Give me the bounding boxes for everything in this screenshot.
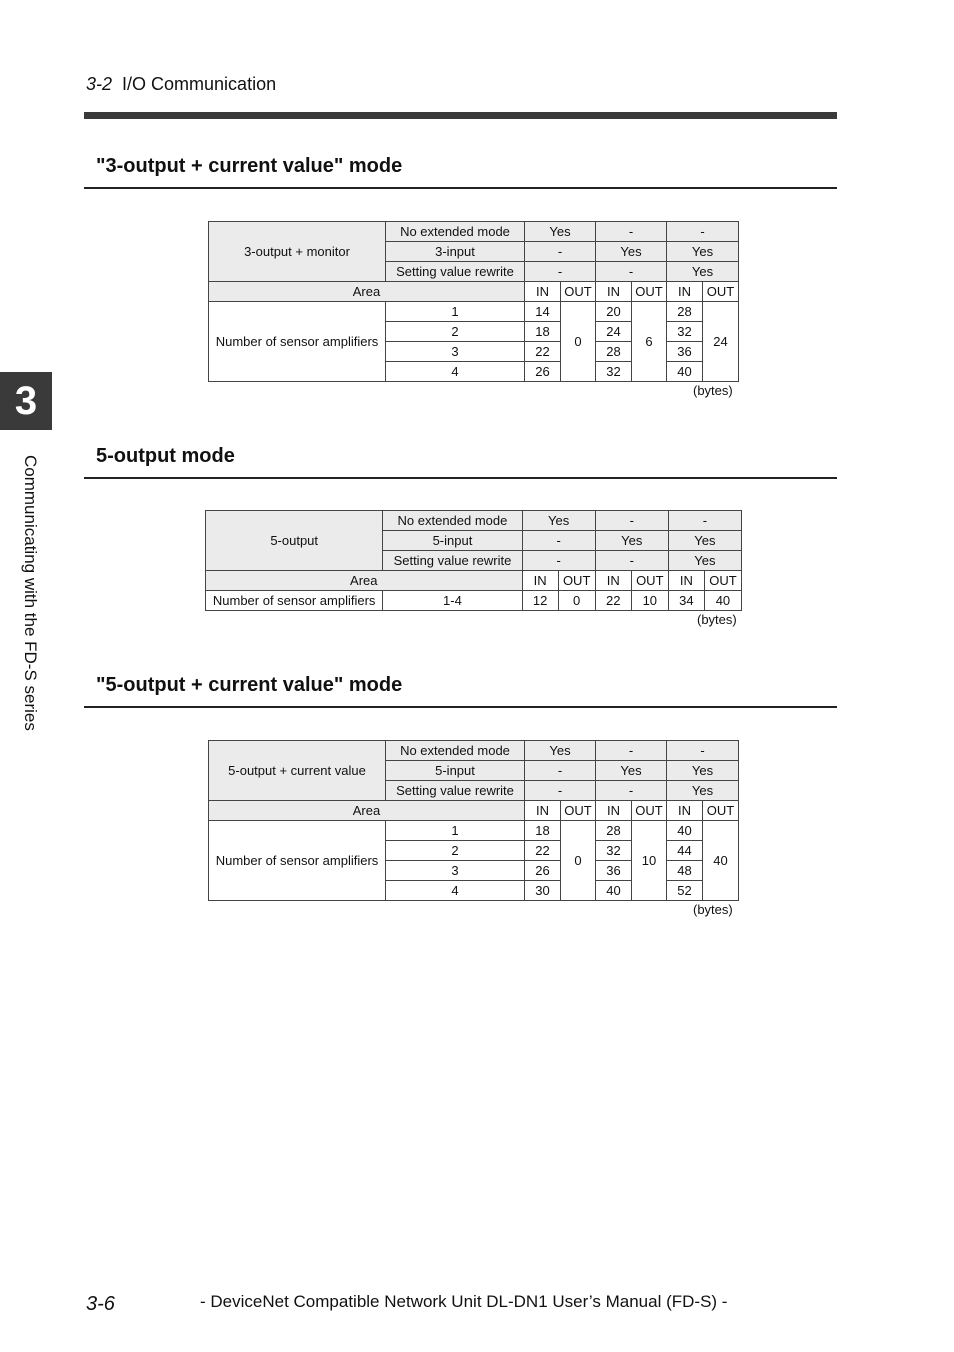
cell: - xyxy=(595,511,668,531)
out-header: OUT xyxy=(703,801,739,821)
in-header: IN xyxy=(668,571,704,591)
cell: Yes xyxy=(667,262,739,282)
in-header: IN xyxy=(522,571,558,591)
cell: 22 xyxy=(525,841,561,861)
cell: - xyxy=(596,222,667,242)
unit-label: (bytes) xyxy=(693,902,733,917)
cell: - xyxy=(525,262,596,282)
cell: - xyxy=(525,242,596,262)
section-rule xyxy=(84,706,837,708)
cell: 14 xyxy=(525,302,561,322)
amp-count: 1 xyxy=(386,302,525,322)
cell: Yes xyxy=(668,531,741,551)
in-header: IN xyxy=(525,282,561,302)
in-header: IN xyxy=(595,571,631,591)
in-header: IN xyxy=(667,282,703,302)
amp-count: 1 xyxy=(386,821,525,841)
in-header: IN xyxy=(525,801,561,821)
cell: 28 xyxy=(596,821,632,841)
cell: 40 xyxy=(703,821,739,901)
cell: 40 xyxy=(667,362,703,382)
cell: 32 xyxy=(667,322,703,342)
input-label: 5-input xyxy=(383,531,522,551)
cell: 26 xyxy=(525,861,561,881)
table1-title: "3-output + current value" mode xyxy=(96,155,403,177)
table3-title: "5-output + current value" mode xyxy=(96,674,403,696)
cell: 24 xyxy=(596,322,632,342)
cell: 0 xyxy=(558,591,595,611)
cell: 28 xyxy=(667,302,703,322)
amp-count: 2 xyxy=(386,322,525,342)
num-sensor-amps-label: Number of sensor amplifiers xyxy=(209,302,386,382)
cell: Yes xyxy=(525,741,596,761)
table2-row-label: 5-output xyxy=(206,511,383,571)
section-title: I/O Communication xyxy=(122,74,277,94)
footer-title: - DeviceNet Compatible Network Unit DL-DN1 User’s Manual (FD-S) - xyxy=(200,1292,728,1311)
cell: 40 xyxy=(667,821,703,841)
table2 xyxy=(205,510,742,611)
cell: 40 xyxy=(704,591,741,611)
cell: 22 xyxy=(525,342,561,362)
in-header: IN xyxy=(596,801,632,821)
cell: - xyxy=(668,511,741,531)
side-chapter-label: Communicating with the FD-S series xyxy=(21,455,40,731)
out-header: OUT xyxy=(631,571,668,591)
cell: 10 xyxy=(632,821,667,901)
cell: 6 xyxy=(632,302,667,382)
unit-label: (bytes) xyxy=(693,383,733,398)
cell: - xyxy=(522,551,595,571)
cell: - xyxy=(667,222,739,242)
section-number: 3-2 xyxy=(86,74,113,94)
cell: Yes xyxy=(596,242,667,262)
out-header: OUT xyxy=(558,571,595,591)
cell: Yes xyxy=(668,551,741,571)
area-label: Area xyxy=(206,571,523,591)
cell: Yes xyxy=(667,761,739,781)
cell: 30 xyxy=(525,881,561,901)
table1 xyxy=(208,221,739,382)
num-sensor-amps-label: Number of sensor amplifiers xyxy=(206,591,383,611)
page-number: 3-6 xyxy=(86,1293,115,1315)
header-bar xyxy=(84,112,837,119)
cell: 36 xyxy=(667,342,703,362)
cell: 20 xyxy=(596,302,632,322)
input-label: 5-input xyxy=(386,761,525,781)
cell: 32 xyxy=(596,362,632,382)
cell: - xyxy=(595,551,668,571)
cell: Yes xyxy=(667,781,739,801)
cell: - xyxy=(525,781,596,801)
no-extended-mode-label: No extended mode xyxy=(383,511,522,531)
cell: 12 xyxy=(522,591,558,611)
cell: 18 xyxy=(525,821,561,841)
section-rule xyxy=(84,477,837,479)
amp-count: 1-4 xyxy=(383,591,522,611)
num-sensor-amps-label: Number of sensor amplifiers xyxy=(209,821,386,901)
amp-count: 2 xyxy=(386,841,525,861)
cell: - xyxy=(667,741,739,761)
cell: Yes xyxy=(667,242,739,262)
cell: 34 xyxy=(668,591,704,611)
table3-row-label: 5-output + current value xyxy=(209,741,386,801)
out-header: OUT xyxy=(561,282,596,302)
amp-count: 3 xyxy=(386,861,525,881)
amp-count: 4 xyxy=(386,881,525,901)
cell: 22 xyxy=(595,591,631,611)
table1-row-label: 3-output + monitor xyxy=(209,222,386,282)
area-label: Area xyxy=(209,801,525,821)
cell: - xyxy=(596,741,667,761)
page-header xyxy=(86,74,276,95)
cell: 40 xyxy=(596,881,632,901)
setting-value-rewrite-label: Setting value rewrite xyxy=(386,262,525,282)
cell: 32 xyxy=(596,841,632,861)
setting-value-rewrite-label: Setting value rewrite xyxy=(383,551,522,571)
cell: Yes xyxy=(596,761,667,781)
cell: 0 xyxy=(561,821,596,901)
area-label: Area xyxy=(209,282,525,302)
cell: 0 xyxy=(561,302,596,382)
cell: - xyxy=(525,761,596,781)
out-header: OUT xyxy=(632,282,667,302)
table3 xyxy=(208,740,739,901)
no-extended-mode-label: No extended mode xyxy=(386,222,525,242)
out-header: OUT xyxy=(632,801,667,821)
table2-title: 5-output mode xyxy=(96,445,235,467)
in-header: IN xyxy=(596,282,632,302)
chapter-tab: 3 xyxy=(0,372,52,430)
unit-label: (bytes) xyxy=(697,612,737,627)
cell: Yes xyxy=(525,222,596,242)
cell: 24 xyxy=(703,302,739,382)
cell: 48 xyxy=(667,861,703,881)
cell: 28 xyxy=(596,342,632,362)
cell: 10 xyxy=(631,591,668,611)
cell: - xyxy=(522,531,595,551)
out-header: OUT xyxy=(704,571,741,591)
in-header: IN xyxy=(667,801,703,821)
section-rule xyxy=(84,187,837,189)
setting-value-rewrite-label: Setting value rewrite xyxy=(386,781,525,801)
cell: 36 xyxy=(596,861,632,881)
out-header: OUT xyxy=(703,282,739,302)
cell: Yes xyxy=(595,531,668,551)
no-extended-mode-label: No extended mode xyxy=(386,741,525,761)
amp-count: 4 xyxy=(386,362,525,382)
cell: - xyxy=(596,781,667,801)
cell: 26 xyxy=(525,362,561,382)
cell: Yes xyxy=(522,511,595,531)
amp-count: 3 xyxy=(386,342,525,362)
cell: 18 xyxy=(525,322,561,342)
cell: 52 xyxy=(667,881,703,901)
cell: 44 xyxy=(667,841,703,861)
input-label: 3-input xyxy=(386,242,525,262)
out-header: OUT xyxy=(561,801,596,821)
cell: - xyxy=(596,262,667,282)
